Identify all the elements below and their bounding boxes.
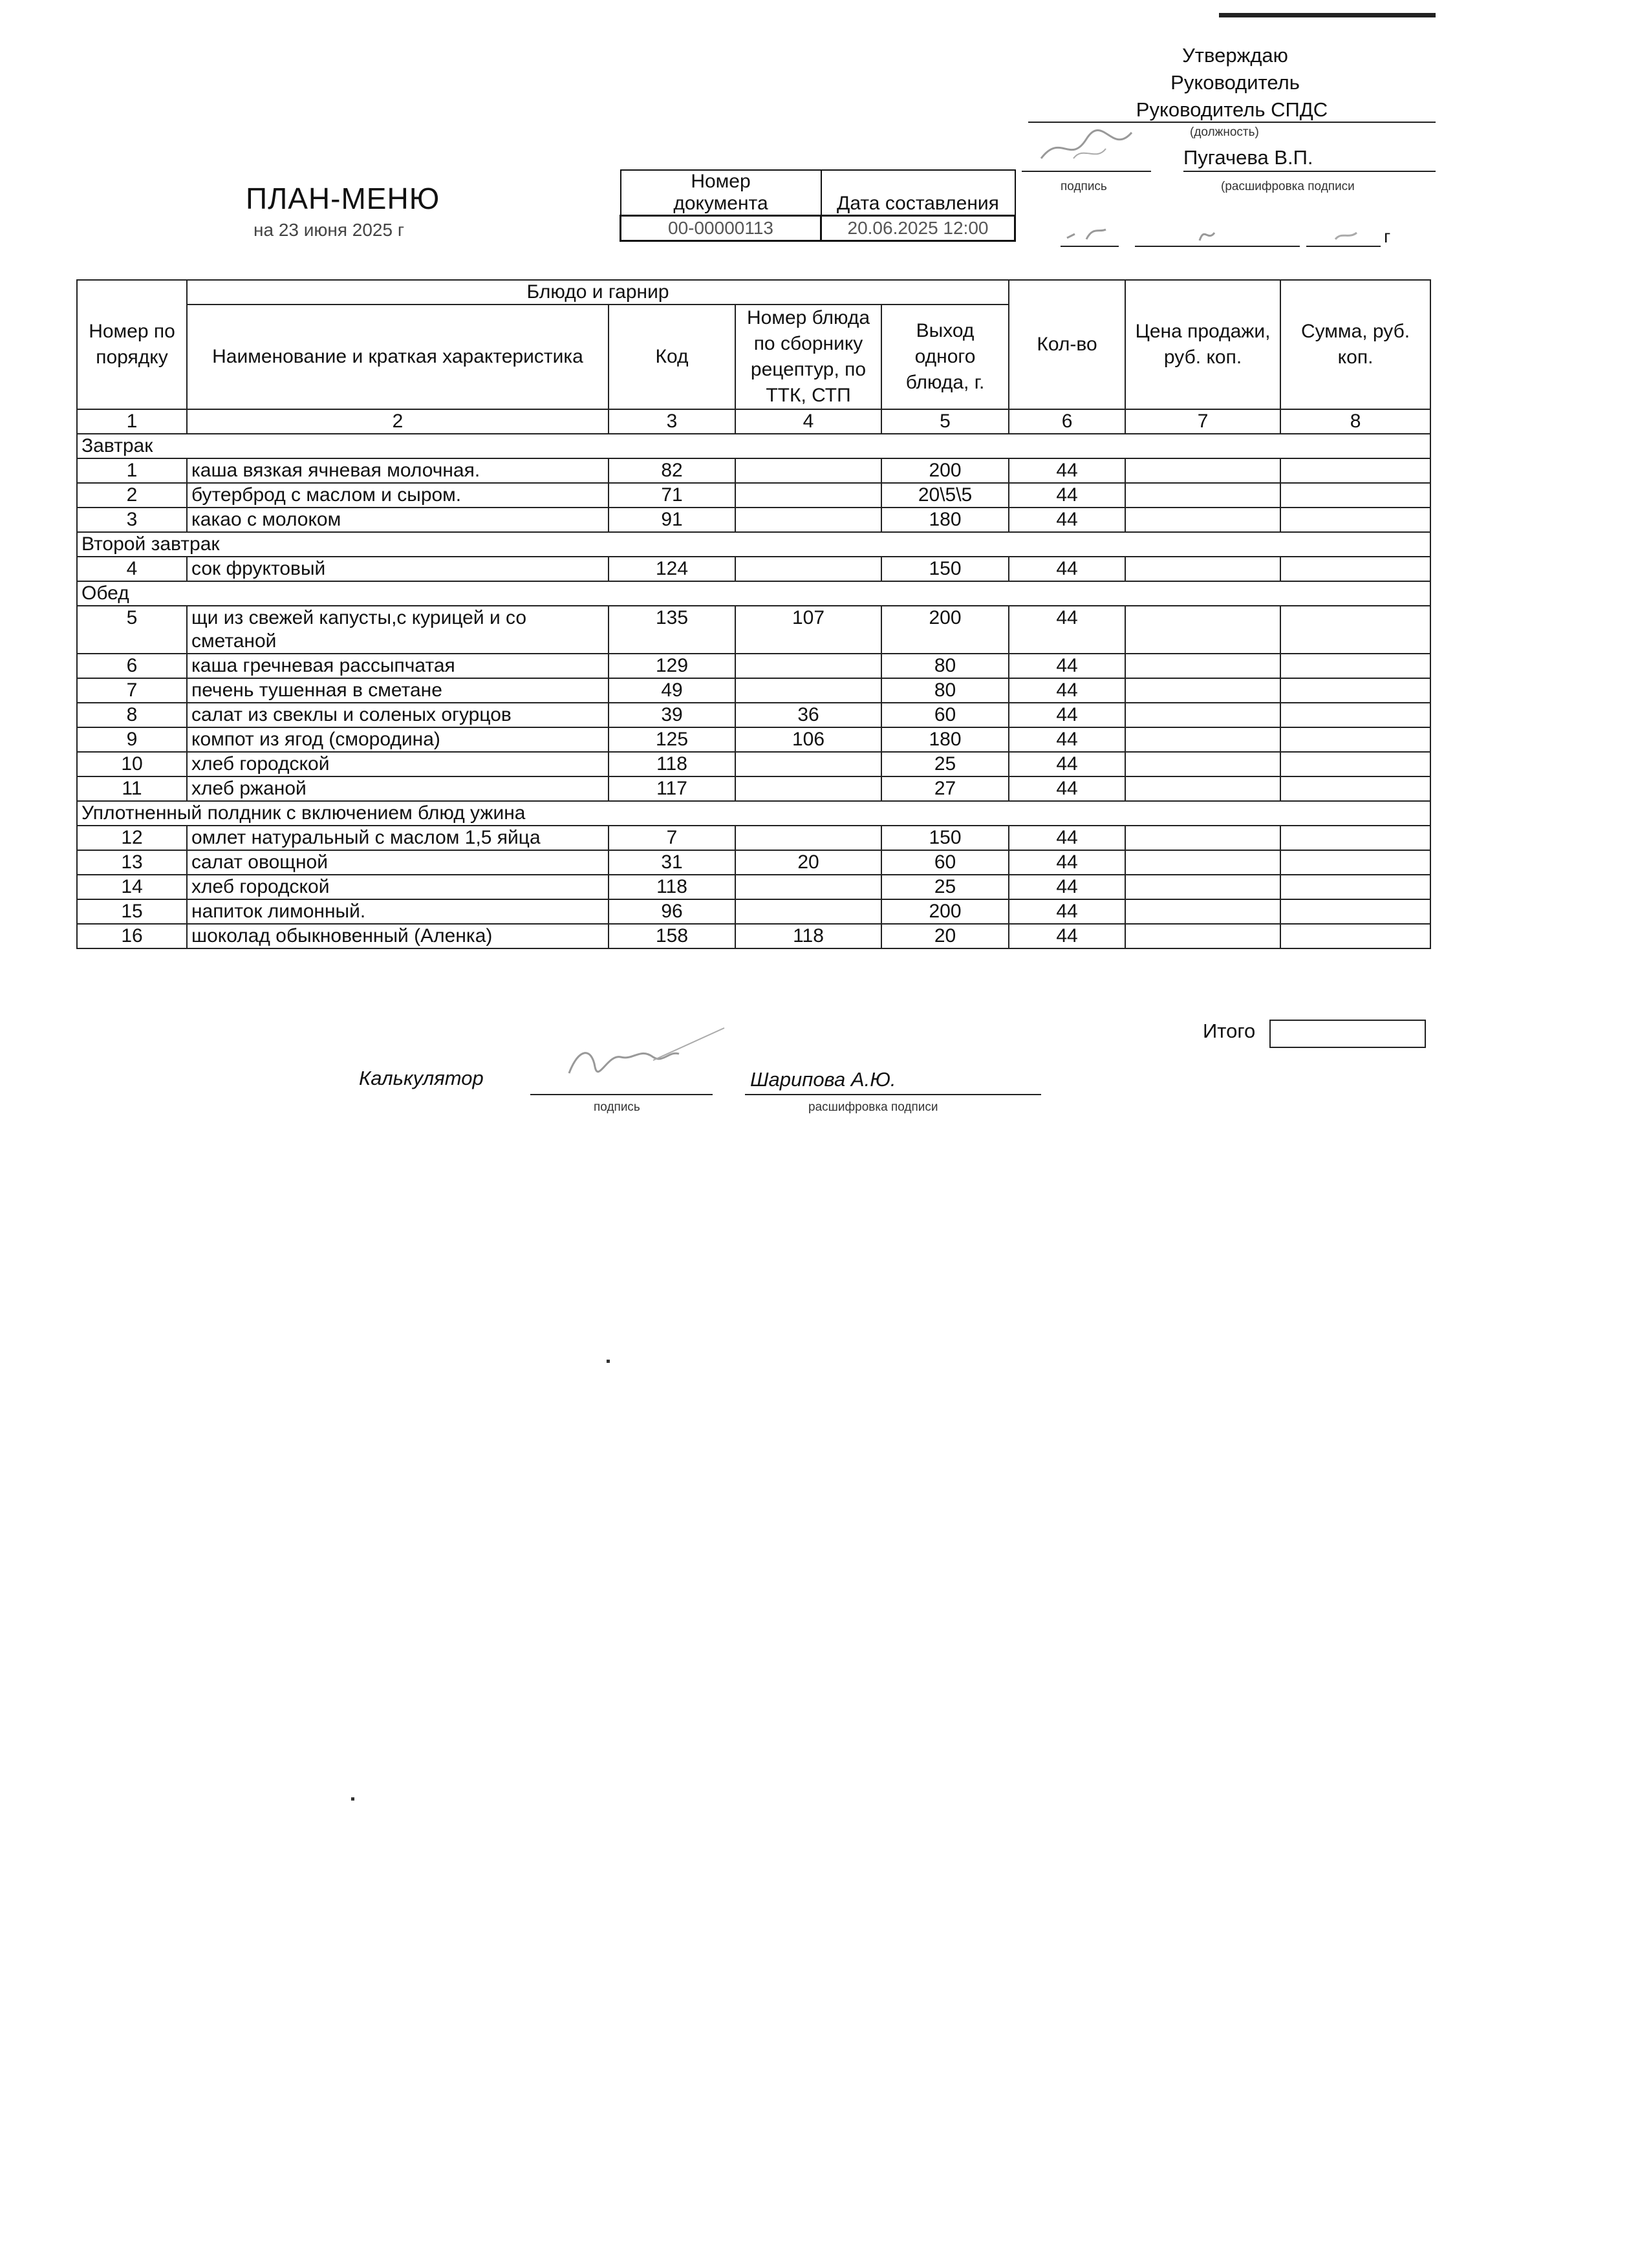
- table-row: [77, 875, 1430, 899]
- dish-quantity: 44: [1009, 654, 1125, 678]
- column-number: 5: [881, 409, 1009, 434]
- dish-quantity: 44: [1009, 899, 1125, 924]
- price-cell: [1125, 654, 1280, 678]
- row-number: 8: [77, 703, 187, 727]
- table-row: [77, 678, 1430, 703]
- dish-code: 82: [609, 458, 735, 483]
- row-number: 10: [77, 752, 187, 776]
- dish-yield: 200: [881, 899, 1009, 924]
- calculator-label: Калькулятор: [359, 1067, 484, 1089]
- column-number: 1: [77, 409, 187, 434]
- dish-name: хлеб городской: [187, 752, 609, 776]
- section-row: [77, 581, 1430, 606]
- table-row: [77, 752, 1430, 776]
- dish-yield: 180: [881, 508, 1009, 532]
- date-handwriting: [1061, 213, 1397, 252]
- row-number: 2: [77, 483, 187, 508]
- section-row: [77, 532, 1430, 557]
- scan-speck: [607, 1360, 610, 1363]
- page-subtitle: на 23 июня 2025 г: [253, 220, 405, 240]
- dish-quantity: 44: [1009, 875, 1125, 899]
- dish-name: напиток лимонный.: [187, 899, 609, 924]
- approve-label: Утверждаю: [1182, 44, 1288, 67]
- sum-cell: [1280, 703, 1430, 727]
- total-label: Итого: [1203, 1020, 1256, 1042]
- sum-cell: [1280, 458, 1430, 483]
- price-cell: [1125, 850, 1280, 875]
- dish-yield: 80: [881, 654, 1009, 678]
- row-number: 5: [77, 606, 187, 654]
- price-cell: [1125, 727, 1280, 752]
- dish-quantity: 44: [1009, 727, 1125, 752]
- col-header-qty: Кол-во: [1009, 280, 1125, 409]
- recipe-number: [735, 557, 881, 581]
- dish-quantity: 44: [1009, 606, 1125, 654]
- decode-caption: (расшифровка подписи: [1221, 180, 1355, 193]
- price-cell: [1125, 678, 1280, 703]
- page-title: ПЛАН-МЕНЮ: [246, 182, 440, 215]
- column-number: 8: [1280, 409, 1430, 434]
- column-number: 4: [735, 409, 881, 434]
- col-header-price: Цена продажи, руб. коп.: [1125, 280, 1280, 409]
- table-row: [77, 776, 1430, 801]
- price-cell: [1125, 458, 1280, 483]
- recipe-number: 118: [735, 924, 881, 948]
- calculator-decode-caption: расшифровка подписи: [808, 1100, 938, 1114]
- menu-table-body: [77, 409, 1430, 948]
- table-row: [77, 703, 1430, 727]
- dish-quantity: 44: [1009, 508, 1125, 532]
- calculator-name: Шарипова А.Ю.: [750, 1068, 896, 1091]
- recipe-number: 107: [735, 606, 881, 654]
- price-cell: [1125, 826, 1280, 850]
- dish-quantity: 44: [1009, 776, 1125, 801]
- row-number: 12: [77, 826, 187, 850]
- row-number: 7: [77, 678, 187, 703]
- recipe-number: 36: [735, 703, 881, 727]
- dish-yield: 200: [881, 458, 1009, 483]
- dish-name: компот из ягод (смородина): [187, 727, 609, 752]
- price-cell: [1125, 606, 1280, 654]
- table-row: [77, 508, 1430, 532]
- dish-code: 124: [609, 557, 735, 581]
- section-title: Обед: [77, 581, 1430, 606]
- row-number: 16: [77, 924, 187, 948]
- price-cell: [1125, 703, 1280, 727]
- head-label: Руководитель: [1170, 71, 1300, 94]
- row-number: 1: [77, 458, 187, 483]
- dish-quantity: 44: [1009, 826, 1125, 850]
- column-number: 7: [1125, 409, 1280, 434]
- price-cell: [1125, 899, 1280, 924]
- dish-quantity: 44: [1009, 924, 1125, 948]
- sum-cell: [1280, 727, 1430, 752]
- dish-code: 91: [609, 508, 735, 532]
- section-title: Завтрак: [77, 434, 1430, 458]
- sum-cell: [1280, 606, 1430, 654]
- dish-name: щи из свежей капусты,с курицей и со сметаной: [187, 606, 609, 654]
- dish-code: 31: [609, 850, 735, 875]
- dish-code: 125: [609, 727, 735, 752]
- dish-code: 118: [609, 752, 735, 776]
- column-number: 6: [1009, 409, 1125, 434]
- sum-cell: [1280, 508, 1430, 532]
- recipe-number: [735, 508, 881, 532]
- dish-yield: 80: [881, 678, 1009, 703]
- section-row: [77, 434, 1430, 458]
- sum-cell: [1280, 678, 1430, 703]
- dish-yield: 27: [881, 776, 1009, 801]
- recipe-number: [735, 483, 881, 508]
- sum-cell: [1280, 752, 1430, 776]
- dish-yield: 150: [881, 557, 1009, 581]
- dish-yield: 150: [881, 826, 1009, 850]
- row-number: 6: [77, 654, 187, 678]
- dish-yield: 60: [881, 703, 1009, 727]
- dish-name: хлеб ржаной: [187, 776, 609, 801]
- price-cell: [1125, 752, 1280, 776]
- dish-name: каша вязкая ячневая молочная.: [187, 458, 609, 483]
- sum-cell: [1280, 899, 1430, 924]
- top-scan-mark: [1219, 13, 1436, 17]
- column-number: 3: [609, 409, 735, 434]
- sum-cell: [1280, 483, 1430, 508]
- price-cell: [1125, 875, 1280, 899]
- sum-cell: [1280, 875, 1430, 899]
- sum-cell: [1280, 557, 1430, 581]
- dish-name: бутерброд с маслом и сыром.: [187, 483, 609, 508]
- signature-caption: подпись: [1061, 180, 1107, 193]
- calculator-sign-caption: подпись: [594, 1100, 640, 1114]
- table-row: [77, 727, 1430, 752]
- recipe-number: 106: [735, 727, 881, 752]
- sum-cell: [1280, 850, 1430, 875]
- dish-quantity: 44: [1009, 850, 1125, 875]
- dish-yield: 20: [881, 924, 1009, 948]
- section-title: Второй завтрак: [77, 532, 1430, 557]
- recipe-number: 20: [735, 850, 881, 875]
- dish-code: 96: [609, 899, 735, 924]
- table-row: [77, 483, 1430, 508]
- dish-name: какао с молоком: [187, 508, 609, 532]
- approver-signature: [1035, 120, 1138, 171]
- section-title: Уплотненный полдник с включением блюд ужина: [77, 801, 1430, 826]
- section-row: [77, 801, 1430, 826]
- row-number: 13: [77, 850, 187, 875]
- dish-code: 7: [609, 826, 735, 850]
- price-cell: [1125, 483, 1280, 508]
- dish-name: хлеб городской: [187, 875, 609, 899]
- recipe-number: [735, 458, 881, 483]
- table-row: [77, 924, 1430, 948]
- sum-cell: [1280, 776, 1430, 801]
- dish-quantity: 44: [1009, 752, 1125, 776]
- doc-date-value: 20.06.2025 12:00: [821, 216, 1015, 241]
- document-info-box: [620, 169, 1016, 242]
- table-row: [77, 606, 1430, 654]
- position-caption: (должность): [1190, 125, 1259, 139]
- col-header-name: Наименование и краткая характеристика: [187, 305, 609, 409]
- dish-quantity: 44: [1009, 703, 1125, 727]
- recipe-number: [735, 654, 881, 678]
- doc-date-label: Дата составления: [821, 170, 1015, 216]
- col-header-sum: Сумма, руб. коп.: [1280, 280, 1430, 409]
- column-number: 2: [187, 409, 609, 434]
- recipe-number: [735, 678, 881, 703]
- dish-code: 49: [609, 678, 735, 703]
- recipe-number: [735, 899, 881, 924]
- dish-yield: 60: [881, 850, 1009, 875]
- recipe-number: [735, 776, 881, 801]
- dish-quantity: 44: [1009, 557, 1125, 581]
- sum-cell: [1280, 654, 1430, 678]
- calculator-signature: [556, 1022, 737, 1093]
- col-header-recipe: Номер блюда по сборнику рецептур, по ТТК, СТП: [735, 305, 881, 409]
- scan-speck: [351, 1797, 354, 1801]
- price-cell: [1125, 508, 1280, 532]
- dish-quantity: 44: [1009, 483, 1125, 508]
- table-row: [77, 899, 1430, 924]
- row-number: 15: [77, 899, 187, 924]
- row-number: 4: [77, 557, 187, 581]
- row-number: 14: [77, 875, 187, 899]
- dish-yield: 200: [881, 606, 1009, 654]
- price-cell: [1125, 924, 1280, 948]
- table-row: [77, 654, 1430, 678]
- dish-yield: 20\5\5: [881, 483, 1009, 508]
- table-row: [77, 458, 1430, 483]
- row-number: 11: [77, 776, 187, 801]
- dish-name: омлет натуральный с маслом 1,5 яйца: [187, 826, 609, 850]
- column-number-row: [77, 409, 1430, 434]
- doc-number-label: Номер документа: [621, 170, 821, 216]
- approver-position: Руководитель СПДС: [1028, 98, 1436, 123]
- dish-code: 129: [609, 654, 735, 678]
- row-number: 9: [77, 727, 187, 752]
- menu-table: [76, 279, 1431, 949]
- table-row: [77, 850, 1430, 875]
- date-year-suffix: г: [1384, 226, 1391, 246]
- dish-name: салат овощной: [187, 850, 609, 875]
- col-header-group: Блюдо и гарнир: [187, 280, 1009, 305]
- price-cell: [1125, 776, 1280, 801]
- recipe-number: [735, 752, 881, 776]
- row-number: 3: [77, 508, 187, 532]
- dish-code: 158: [609, 924, 735, 948]
- col-header-code: Код: [609, 305, 735, 409]
- dish-yield: 180: [881, 727, 1009, 752]
- dish-code: 39: [609, 703, 735, 727]
- approver-name: Пугачева В.П.: [1183, 145, 1436, 172]
- dish-name: печень тушенная в сметане: [187, 678, 609, 703]
- col-header-yield: Выход одного блюда, г.: [881, 305, 1009, 409]
- sum-cell: [1280, 826, 1430, 850]
- dish-name: шоколад обыкновенный (Аленка): [187, 924, 609, 948]
- dish-code: 117: [609, 776, 735, 801]
- total-value-box: [1269, 1020, 1426, 1048]
- dish-code: 118: [609, 875, 735, 899]
- dish-code: 71: [609, 483, 735, 508]
- dish-name: каша гречневая рассыпчатая: [187, 654, 609, 678]
- dish-quantity: 44: [1009, 678, 1125, 703]
- sum-cell: [1280, 924, 1430, 948]
- price-cell: [1125, 557, 1280, 581]
- calculator-signature-line: [530, 1094, 713, 1095]
- dish-code: 135: [609, 606, 735, 654]
- dish-name: салат из свеклы и соленых огурцов: [187, 703, 609, 727]
- dish-yield: 25: [881, 752, 1009, 776]
- table-row: [77, 557, 1430, 581]
- dish-quantity: 44: [1009, 458, 1125, 483]
- doc-number-value: 00-00000113: [621, 216, 821, 241]
- table-row: [77, 826, 1430, 850]
- recipe-number: [735, 875, 881, 899]
- recipe-number: [735, 826, 881, 850]
- dish-yield: 25: [881, 875, 1009, 899]
- dish-name: сок фруктовый: [187, 557, 609, 581]
- col-header-num: Номер по порядку: [77, 280, 187, 409]
